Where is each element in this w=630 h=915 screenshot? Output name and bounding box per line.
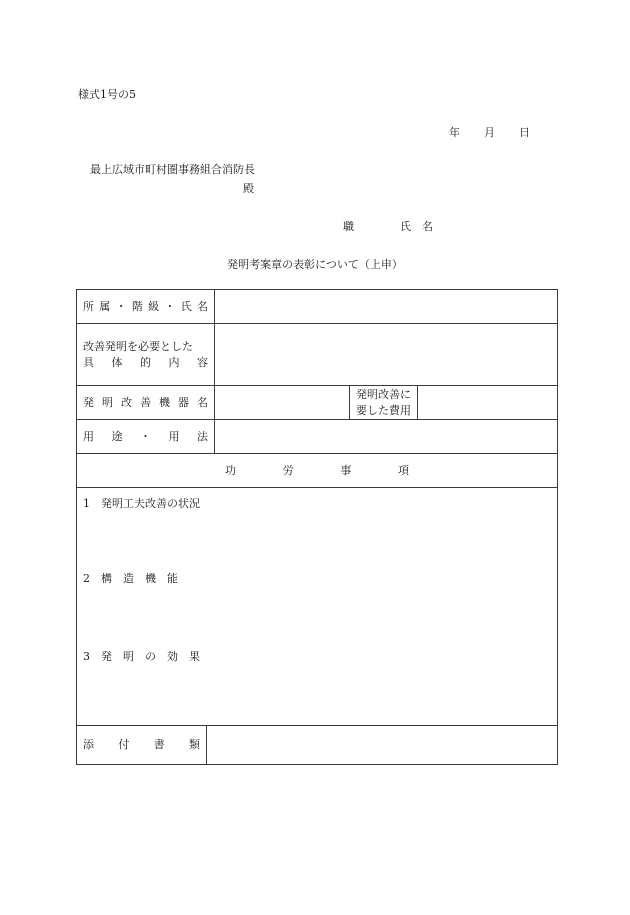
device-label: [77, 386, 215, 420]
content-label-line2-char: 容: [197, 355, 208, 369]
merit-item-2-text: 構 造 機 能: [101, 572, 178, 585]
device-label-char: 発: [83, 395, 94, 409]
content-label-line2-char: 体: [111, 355, 123, 369]
cost-label-line2: 要した費用: [356, 403, 411, 417]
affiliation-label-char: ・: [115, 299, 127, 313]
device-label-char: 改: [121, 395, 132, 409]
cost-value-field[interactable]: [418, 386, 558, 420]
usage-value-field[interactable]: [215, 420, 558, 454]
attachment-label-char: 書: [153, 738, 165, 751]
cost-label: [350, 386, 418, 420]
merit-item-1-num: 1: [83, 497, 90, 510]
attachment-label-char: 付: [118, 738, 130, 751]
row-device: [77, 386, 558, 420]
device-label-char: 器: [178, 395, 189, 409]
sender-line: [343, 218, 433, 234]
merit-item-3-text: 発 明 の 効 果: [101, 650, 200, 663]
affiliation-label-char: 氏: [180, 299, 192, 313]
row-merit-body: [77, 488, 558, 726]
attachment-label-char: 添: [83, 738, 94, 751]
row-usage: [77, 420, 558, 454]
content-label-line2-char: 具: [83, 355, 94, 369]
merit-body-field[interactable]: [77, 488, 558, 726]
device-value-field[interactable]: [215, 386, 350, 420]
document-title: 発明考案章の表彰について（上申）: [227, 258, 403, 271]
merit-item-1-text: 発明工夫改善の状況: [101, 497, 200, 510]
usage-label-char: 法: [197, 429, 208, 443]
row-attachment: [77, 726, 558, 765]
affiliation-value-field[interactable]: [215, 290, 558, 324]
attachment-label: [77, 726, 207, 765]
cost-label-line1: 発明改善に: [356, 387, 411, 401]
form-number: 様式1号の5: [78, 88, 136, 101]
row-affiliation: [77, 290, 558, 324]
content-label-line2-char: 的: [140, 355, 151, 369]
content-label-line1: 改善発明を必要とした: [83, 339, 193, 353]
attachment-label-char: 類: [188, 738, 200, 751]
recipient: 最上広域市町村圏事務組合消防長: [90, 163, 255, 176]
device-label-char: 機: [159, 395, 170, 409]
date-month: 月: [484, 126, 495, 139]
merit-header-char: 功: [225, 463, 236, 477]
content-value-field[interactable]: [215, 324, 558, 386]
device-label-char: 名: [197, 395, 208, 409]
content-label-line2-char: 内: [168, 355, 180, 369]
row-merit-header: [77, 454, 558, 488]
usage-label-char: 用: [168, 429, 180, 443]
usage-label-char: 途: [111, 429, 123, 443]
merit-header-char: 労: [282, 463, 294, 477]
affiliation-label-char: 級: [148, 299, 160, 313]
affiliation-label-char: 所: [83, 299, 94, 313]
merit-item-3: [83, 649, 200, 665]
row-content: [77, 324, 558, 386]
merit-item-2-num: 2: [83, 572, 90, 585]
content-label: [77, 324, 215, 386]
sender-title: 職: [343, 220, 354, 233]
sender-name: 氏 名: [400, 220, 433, 233]
affiliation-label-char: 属: [99, 299, 111, 313]
merit-item-3-num: 3: [83, 650, 90, 663]
usage-label-char: 用: [83, 429, 94, 443]
merit-item-2: [83, 571, 178, 587]
usage-label-char: ・: [140, 429, 151, 443]
merit-header: [77, 454, 558, 488]
merit-item-1: [83, 496, 200, 512]
device-label-char: 善: [140, 395, 151, 409]
attachment-value-field[interactable]: [207, 726, 558, 765]
honorific: 殿: [243, 182, 254, 195]
date-day: 日: [519, 126, 530, 139]
usage-label: [77, 420, 215, 454]
merit-header-char: 項: [398, 463, 410, 477]
device-label-char: 明: [102, 395, 113, 409]
date-year: 年: [449, 126, 460, 139]
affiliation-label-char: ・: [164, 299, 176, 313]
affiliation-label: [77, 290, 215, 324]
affiliation-label-char: 階: [131, 299, 143, 313]
affiliation-label-char: 名: [196, 299, 208, 313]
commendation-form-table: [76, 289, 558, 765]
date-line: [449, 124, 530, 140]
merit-header-char: 事: [340, 463, 352, 477]
